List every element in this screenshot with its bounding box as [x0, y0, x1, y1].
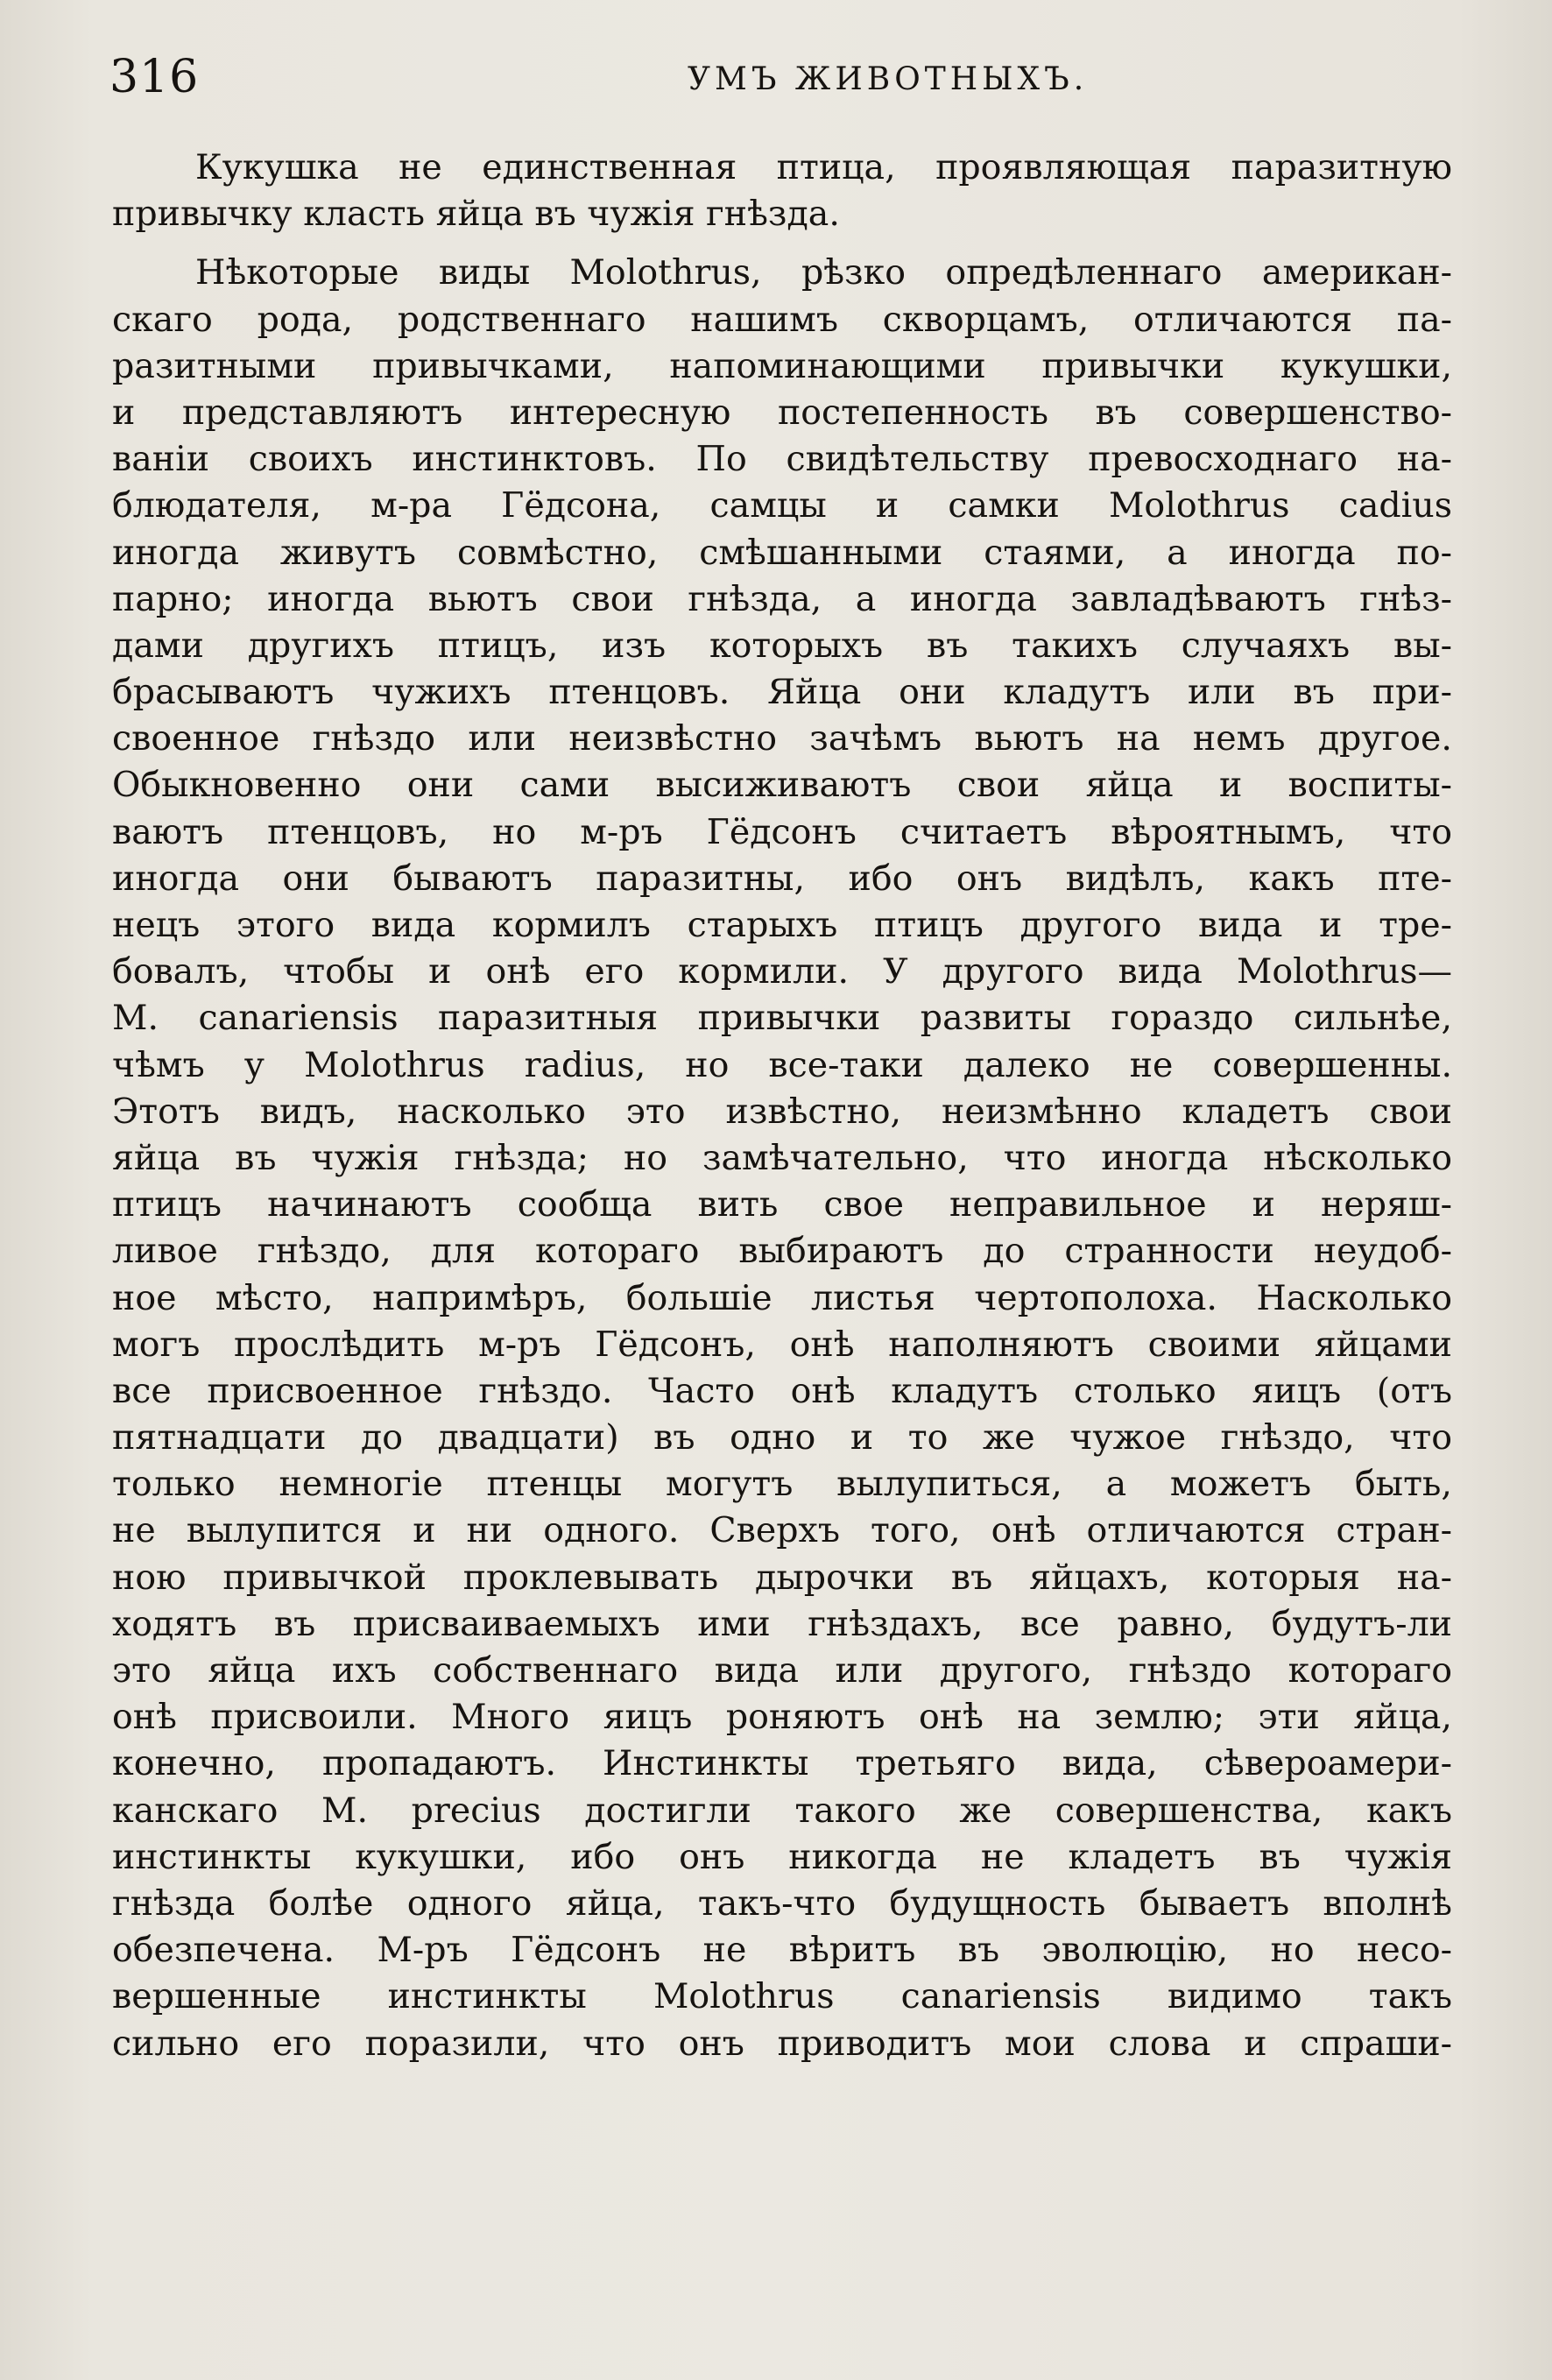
- running-head: УМЪ ЖИВОТНЫХЪ.: [688, 61, 1089, 97]
- text-line: конечно, пропадаютъ. Инстинкты третьяго вида, сѣвероамери-: [112, 1743, 1452, 1784]
- paragraph-1: [112, 145, 1452, 237]
- text-line: и представляютъ интересную постепенность въ совершенство-: [112, 392, 1452, 433]
- text-line: дами другихъ птицъ, изъ которыхъ въ такихъ случаяхъ вы-: [112, 625, 1452, 666]
- text-line: бовалъ, чтобы и онѣ его кормили. У другого вида Molothrus—: [112, 951, 1452, 992]
- text-line: ною привычкой проклевывать дырочки въ яйцахъ, которыя на-: [112, 1557, 1452, 1598]
- page-number: 316: [109, 51, 200, 103]
- text-line: ходятъ въ присваиваемыхъ ими гнѣздахъ, все равно, будутъ-ли: [112, 1603, 1452, 1644]
- text-line: онѣ присвоили. Много яицъ роняютъ онѣ на землю; эти яйца,: [112, 1697, 1452, 1738]
- text-line: вершенные инстинкты Molothrus canariensis видимо такъ: [112, 1976, 1452, 2017]
- text-line: Кукушка не единственная птица, проявляющая паразитную: [195, 147, 1452, 187]
- text-line: канскаго M. precius достигли такого же совершенства, какъ: [112, 1790, 1452, 1831]
- text-line: блюдателя, м-ра Гёдсона, самцы и самки Molothrus cadius: [112, 485, 1452, 526]
- text-line: привычку класть яйца въ чужія гнѣзда.: [112, 194, 840, 235]
- text-line: только немногіе птенцы могутъ вылупиться, а можетъ быть,: [112, 1464, 1452, 1505]
- text-line: все присвоенное гнѣздо. Часто онѣ кладутъ столько яицъ (отъ: [112, 1370, 1452, 1411]
- text-line: иногда живутъ совмѣстно, смѣшанными стаями, а иногда по-: [112, 532, 1452, 573]
- text-line: гнѣзда болѣе одного яйца, такъ-что будущность бываетъ вполнѣ: [112, 1882, 1452, 1924]
- text-line: могъ прослѣдить м-ръ Гёдсонъ, онѣ наполняютъ своими яйцами: [112, 1324, 1452, 1365]
- text-line: чѣмъ у Molothrus radius, но все-таки далеко не совершенны.: [112, 1044, 1452, 1085]
- text-line: скаго рода, родственнаго нашимъ скворцамъ, отличаются па-: [112, 299, 1452, 340]
- text-line: инстинкты кукушки, ибо онъ никогда не кладетъ въ чужія: [112, 1836, 1452, 1877]
- text-line: Обыкновенно они сами высиживаютъ свои яйца и воспиты-: [112, 765, 1452, 806]
- text-line: ливое гнѣздо, для котораго выбираютъ до странности неудоб-: [112, 1231, 1452, 1272]
- text-line: Нѣкоторые виды Molothrus, рѣзко опредѣленнаго американ-: [195, 252, 1452, 293]
- text-line: иногда они бываютъ паразитны, ибо онъ видѣлъ, какъ пте-: [112, 858, 1452, 899]
- text-line: M. canariensis паразитныя привычки развиты гораздо сильнѣе,: [112, 998, 1452, 1039]
- text-line: нецъ этого вида кормилъ старыхъ птицъ другого вида и тре-: [112, 905, 1452, 945]
- text-line: это яйца ихъ собственнаго вида или другого, гнѣздо котораго: [112, 1650, 1452, 1691]
- text-line: парно; иногда вьютъ свои гнѣзда, а иногда завладѣваютъ гнѣз-: [112, 578, 1452, 619]
- text-line: брасываютъ чужихъ птенцовъ. Яйца они кладутъ или въ при-: [112, 672, 1452, 713]
- page-header: [109, 51, 1458, 103]
- text-line: не вылупится и ни одного. Сверхъ того, онѣ отличаются стран-: [112, 1510, 1452, 1551]
- text-line: ное мѣсто, напримѣръ, большіе листья чертополоха. Насколько: [112, 1277, 1452, 1318]
- text-line: своенное гнѣздо или неизвѣстно зачѣмъ вьютъ на немъ другое.: [112, 718, 1452, 759]
- text-line: яйца въ чужія гнѣзда; но замѣчательно, что иногда нѣсколько: [112, 1137, 1452, 1178]
- text-line: пятнадцати до двадцати) въ одно и то же чужое гнѣздо, что: [112, 1417, 1452, 1458]
- paragraph-2: [112, 250, 1452, 2066]
- text-line: птицъ начинаютъ сообща вить свое неправильное и неряш-: [112, 1184, 1452, 1225]
- text-line: сильно его поразили, что онъ приводитъ мои слова и спраши-: [112, 2023, 1452, 2064]
- text-line: разитными привычками, напоминающими привычки кукушки,: [112, 345, 1452, 386]
- text-line: обезпечена. М-ръ Гёдсонъ не вѣритъ въ эволюцію, но несо-: [112, 1930, 1452, 1971]
- text-line: ваютъ птенцовъ, но м-ръ Гёдсонъ считаетъ вѣроятнымъ, что: [112, 811, 1452, 852]
- text-line: ваніи своихъ инстинктовъ. По свидѣтельству превосходнаго на-: [112, 439, 1452, 480]
- text-line: Этотъ видъ, насколько это извѣстно, неизмѣнно кладетъ свои: [112, 1091, 1452, 1132]
- body-text: [112, 145, 1452, 2067]
